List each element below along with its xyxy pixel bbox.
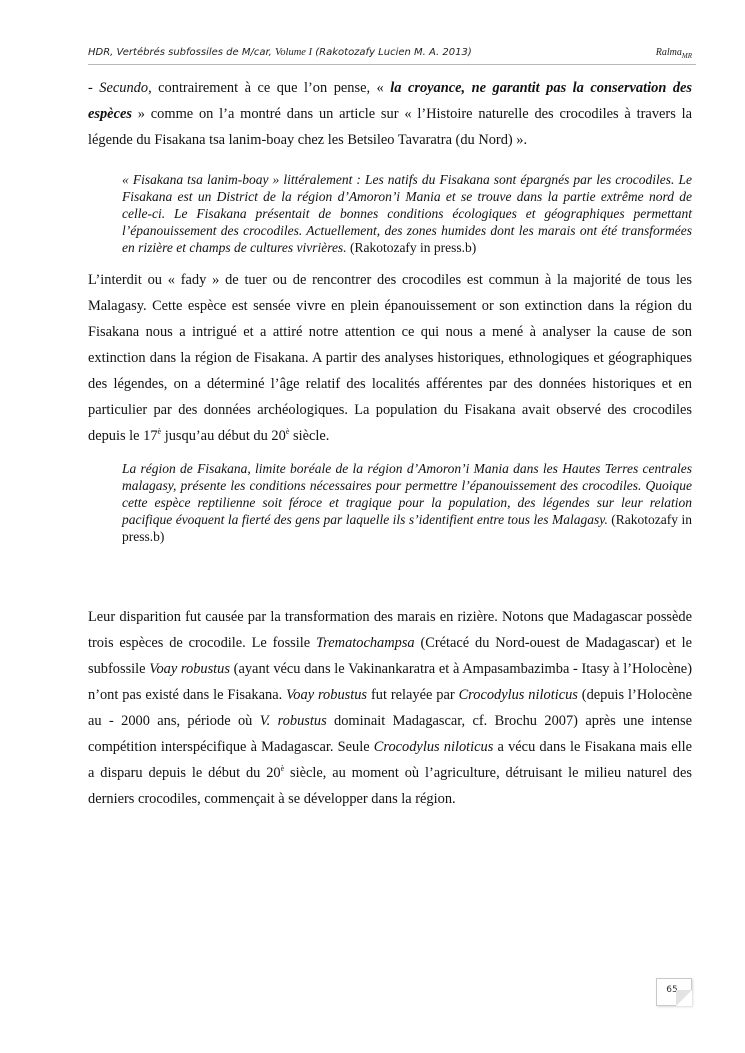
header-author: (Rakotozafy Lucien M. A. 2013) xyxy=(312,47,472,58)
block-quote-region xyxy=(122,460,692,545)
header-title-main: HDR, Vertébrés subfossiles de M/car, xyxy=(88,47,276,58)
paragraph-fady xyxy=(88,267,692,449)
header-right-main: Ralma xyxy=(655,47,682,58)
q2-citation: (Rakotozafy in press.b) xyxy=(122,512,692,544)
p3-t7: a vécu dans le Fisakana mais elle a disparu depuis le début du 20 xyxy=(88,739,692,781)
p3-sup: è xyxy=(280,764,285,773)
p1-prefix: - xyxy=(88,80,100,96)
p2-end: siècle. xyxy=(289,428,330,444)
p3-t8: siècle, au moment où l’agriculture, détruisant le milieu naturel des derniers crocodiles, commençait à se développer dans la région. xyxy=(88,765,692,807)
header-title xyxy=(88,47,472,58)
p3-i2: Voay robustus xyxy=(149,661,230,677)
header-volume: Volume I xyxy=(275,47,313,58)
p3-i6: Crocodylus niloticus xyxy=(373,739,494,755)
p2-mid: jusqu’au début du 20 xyxy=(161,428,286,444)
q1-citation: (Rakotozafy in press.b) xyxy=(346,240,477,255)
p1-bold-quote: la croyance, ne garantit pas la conservation des espèces xyxy=(88,80,693,122)
p3-t4: fut relayée par xyxy=(367,687,459,703)
p3-t5: (depuis l’Holocène au - 2000 ans, période où xyxy=(88,687,692,729)
p1-text-b: » comme on l’a montré dans un article sur « l’Histoire naturelle des crocodiles à travers la légende du Fisakana tsa lanim-boay chez les Betsileo Tavaratra (du Nord) ». xyxy=(88,106,692,148)
q2-italic: La région de Fisakana, limite boréale de la région d’Amoron’i Mania dans les Hautes Terres centrales malagasy, présente les conditions nécessaires pour permettre l’épanouissement des crocodiles. Quoique cette espèce reptilienne soit féroce et tragique pour la population, des légendes sur leur relation pacifique évoquent la fierté des gens par laquelle ils s’identifient entre tous les Malagasy. xyxy=(122,461,692,527)
paragraph-secundo xyxy=(88,75,692,153)
p1-secundo: Secundo xyxy=(99,80,149,96)
page-header xyxy=(88,44,696,65)
p3-i4: Crocodylus niloticus xyxy=(458,687,578,703)
p3-t6: dominait Madagascar, cf. Brochu 2007) après une intense compétition interspécifique à Madagascar. Seule xyxy=(88,713,692,755)
p3-i1: Trematochampsa xyxy=(316,635,415,651)
block-quote-fisakana xyxy=(122,171,692,256)
paragraph-disparition xyxy=(88,604,692,812)
p3-i5: V. robustus xyxy=(259,713,327,729)
p1-text-a: , contrairement à ce que l’on pense, « xyxy=(148,80,391,96)
p3-t2: (Crétacé du Nord-ouest de Madagascar) et le subfossile xyxy=(88,635,692,677)
p2-sup2: è xyxy=(285,427,290,436)
header-right-mark xyxy=(656,47,692,60)
page-number-box xyxy=(656,978,692,1006)
p2-text: L’interdit ou « fady » de tuer ou de rencontrer des crocodiles est commun à la majorité de tous les Malagasy. Cette espèce est sensée vivre en plein épanouissement or son extinction dans la région du Fisakana nous a intrigué et a attiré notre attention ce qui nous a mené à analyser la cause de son extinction dans la région de Fisakana. A partir des analyses historiques, ethnologiques et géographiques des légendes, on a déterminé l’âge relatif des localités afférentes par des données historiques et en particulier par des données archéologiques. La population du Fisakana avait observé des crocodiles depuis le 17 xyxy=(88,272,692,444)
page-number: 65 xyxy=(666,985,678,995)
page-content xyxy=(88,75,692,812)
p2-sup1: è xyxy=(157,427,162,436)
p3-i3: Voay robustus xyxy=(286,687,368,703)
p3-t3: (ayant vécu dans le Vakinankaratra et à Ampasambazimba - Itasy à l’Holocène) n’ont pas existé dans le Fisakana. xyxy=(88,661,692,703)
q1-italic: « Fisakana tsa lanim-boay » littéralement : Les natifs du Fisakana sont épargnés par les crocodiles. Le Fisakana est un District de la région d’Amoron’i Mania et se trouve dans la partie extrême nord de celle-ci. Le Fisakana présentait de bonnes conditions écologiques et géographiques permettant l’épanouissement des crocodiles. Actuellement, des zones humides dont les marais ont été transformées en rizière et champs de cultures vivrières. xyxy=(122,172,692,255)
p3-t1: Leur disparition fut causée par la transformation des marais en rizière. Notons que Madagascar possède trois espèces de crocodile. Le fossile xyxy=(88,609,692,651)
header-right-sub: MR xyxy=(681,52,692,60)
